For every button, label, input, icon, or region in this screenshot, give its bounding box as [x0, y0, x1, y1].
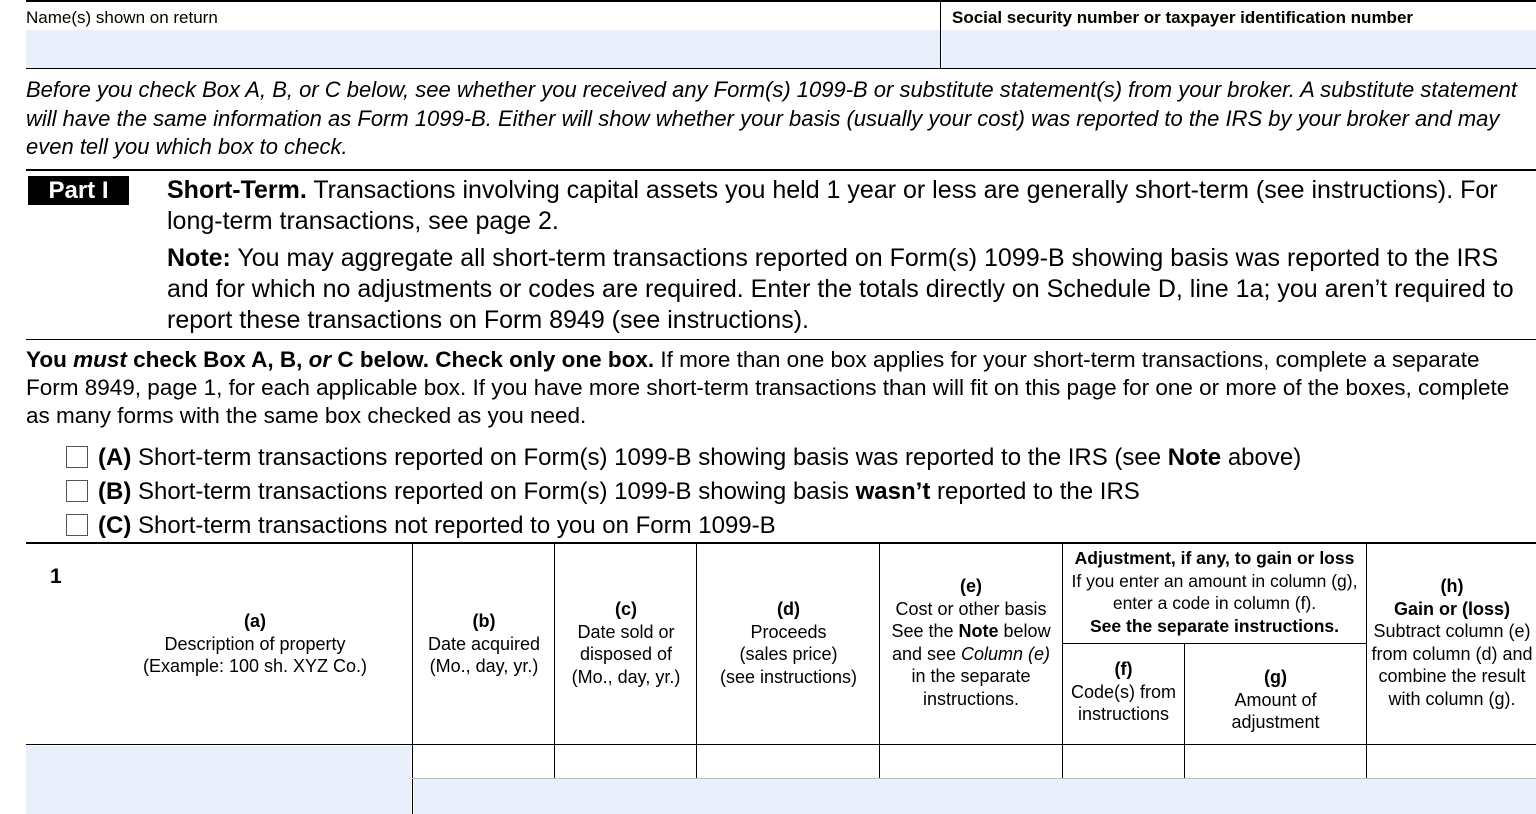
- box-b-bold: wasn’t: [855, 478, 931, 505]
- entry-row-divider: [412, 778, 1536, 779]
- col-a-header: (a) Description of property (Example: 100 sh. XYZ Co.): [142, 611, 368, 676]
- part-top-border: [26, 169, 1536, 171]
- col-d-header: (d) Proceeds (sales price) (see instructions): [719, 599, 858, 687]
- box-b-row: [66, 477, 1140, 507]
- box-b-letter: (B): [98, 478, 132, 505]
- header-divider: [940, 0, 941, 68]
- box-b-tail: reported to the IRS: [937, 478, 1140, 505]
- box-c-checkbox[interactable]: [66, 514, 88, 536]
- box-c-text: Short-term transactions not reported to you on Form 1099-B: [138, 512, 776, 539]
- table-top-border: [26, 542, 1536, 544]
- intro-text: Before you check Box A, B, or C below, see whether you received any Form(s) 1099-B or substitute statement(s) from your broker. A substitute statement will have the same information as Form 1099-B. Either will show whether your basis (usually your cost) was reported to the IRS by your broker and may even tell you which box to check.: [26, 77, 1517, 159]
- entry-row-description[interactable]: [26, 746, 411, 814]
- col-b-header: (b) Date acquired (Mo., day, yr.): [427, 611, 541, 676]
- col-f-header: (f) Code(s) from instructions: [1070, 659, 1177, 724]
- header-bottom-border: [26, 68, 1536, 69]
- box-b-checkbox[interactable]: [66, 480, 88, 502]
- entry-row-fields[interactable]: [414, 779, 1536, 814]
- part-title-paragraph: [167, 175, 1536, 237]
- adjustment-divider: [1062, 643, 1367, 644]
- col-divider-ab: [412, 542, 413, 814]
- col-g-header: (g) Amount of adjustment: [1231, 667, 1320, 732]
- ssn-label: Social security number or taxpayer identification number: [952, 8, 1414, 27]
- note-label: Note:: [167, 244, 231, 272]
- box-a-tail: above): [1227, 444, 1302, 471]
- name-label: Name(s) shown on return: [26, 8, 218, 27]
- instruction-bold-2: check Box A, B,: [133, 347, 303, 372]
- instruction-bold-3: C below. Check only one box.: [337, 347, 655, 372]
- top-border: [26, 0, 1536, 2]
- col-c-header: (c) Date sold or disposed of (Mo., day, yr.): [571, 599, 681, 687]
- box-a-text: Short-term transactions reported on Form(s) 1099-B showing basis was reported to the IRS (see: [138, 444, 1162, 471]
- name-field[interactable]: [26, 30, 940, 68]
- header-row-bottom: [26, 744, 1536, 745]
- col-divider-bc: [554, 542, 555, 814]
- adjustment-header: Adjustment, if any, to gain or loss If you enter an amount in column (g), enter a code in column (f). See the separate instructions.: [1071, 548, 1358, 636]
- part-title: Short-Term.: [167, 176, 307, 204]
- part-bottom-border: [26, 339, 1536, 340]
- col-divider-cd: [696, 542, 697, 814]
- col-divider-gh: [1366, 542, 1367, 814]
- part-title-text: Transactions involving capital assets you held 1 year or less are generally short-term (see instructions). For long-term transactions, see page 2.: [167, 176, 1498, 235]
- instruction-or: or: [308, 347, 332, 372]
- box-a-row: [66, 443, 1301, 473]
- box-instruction: [26, 346, 1536, 430]
- instruction-rest: If more than one box applies for your short-term transactions, complete a separate Form 8949, page 1, for each applicable box. If you have more short-term transactions than will fit on this page for one or more of the boxes, complete as many forms with the same box checked as you need.: [26, 347, 1510, 428]
- note-text: You may aggregate all short-term transactions reported on Form(s) 1099-B showing basis was reported to the IRS and for which no adjustments or codes are required. Enter the totals directly on Schedule D, line 1a; you aren’t required to report these transactions on Form 8949 (see instructions).: [167, 244, 1514, 334]
- box-a-bold: Note: [1167, 444, 1222, 471]
- col-e-header: (e) Cost or other basis See the Note below and see Column (e) in the separate instructions.: [891, 576, 1051, 709]
- box-a-letter: (A): [98, 444, 132, 471]
- line-number: 1: [50, 565, 62, 588]
- box-c-row: [66, 511, 776, 541]
- box-a-checkbox[interactable]: [66, 446, 88, 468]
- instruction-must: must: [73, 347, 127, 372]
- box-b-text: Short-term transactions reported on Form(s) 1099-B showing basis: [138, 478, 849, 505]
- part-note-paragraph: [167, 243, 1536, 336]
- box-c-letter: (C): [98, 512, 132, 539]
- part-description: [167, 175, 1536, 336]
- instruction-bold-1: You: [26, 347, 67, 372]
- col-h-header: (h) Gain or (loss) Subtract column (e) from column (d) and combine the result with column (g).: [1371, 576, 1533, 709]
- ssn-field[interactable]: [942, 30, 1536, 68]
- part-badge: Part I: [28, 176, 129, 205]
